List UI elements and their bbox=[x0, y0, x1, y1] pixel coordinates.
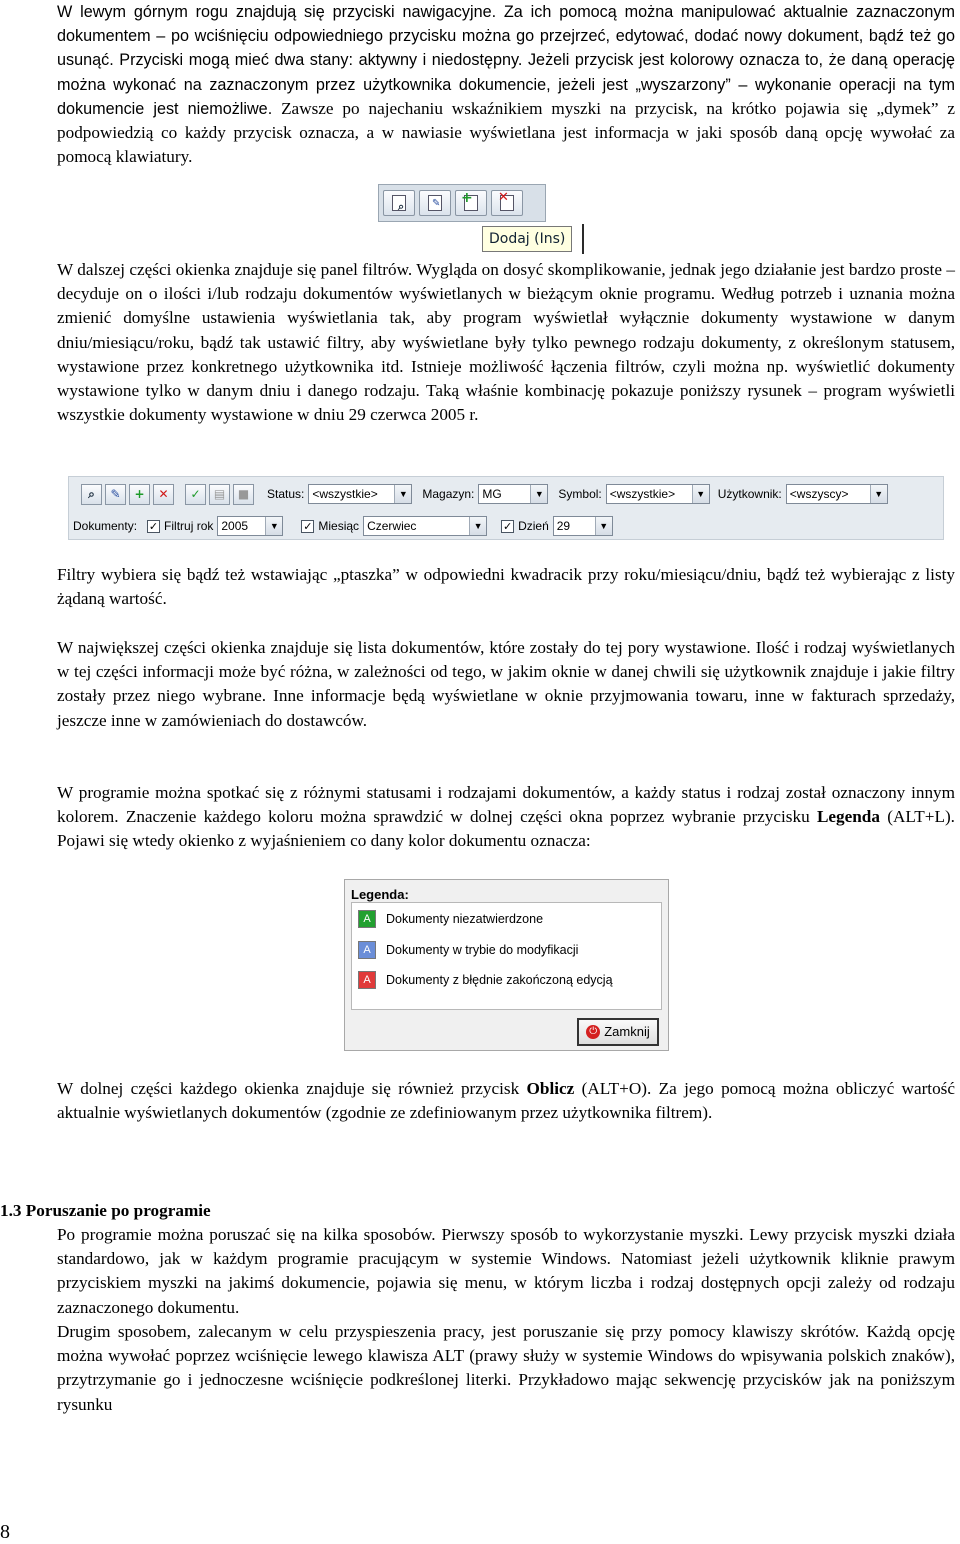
chevron-down-icon: ▼ bbox=[530, 485, 547, 503]
chevron-down-icon: ▼ bbox=[692, 485, 709, 503]
miesiac-checkbox[interactable]: ✓ bbox=[303, 519, 313, 533]
edit-icon: ✎ bbox=[428, 195, 442, 211]
legend-item-label: Dokumenty z błędnie zakończoną edycją bbox=[386, 972, 613, 987]
view-button[interactable] bbox=[383, 190, 415, 216]
power-icon: ⏻ bbox=[586, 1025, 600, 1039]
add-icon: + bbox=[464, 195, 478, 211]
edit-button[interactable] bbox=[419, 190, 451, 216]
delete-icon[interactable]: ✕ bbox=[153, 484, 174, 505]
delete-button[interactable] bbox=[491, 190, 523, 216]
filters-paragraph: W dalszej części okienka znajduje się panel filtrów. Wygląda on dosyć skomplikowanie, jednak jego działanie jest bardzo proste – decyduje on o ilości i/lub rodzaju dokumentów wyświetlanych w bieżącym oknie programu. Według potrzeb i uznania można zmienić domyślne ustawienia wyświetlania tak, aby program wyświetlał wyłącznie dokumenty wystawione w danym dniu/miesiącu/roku, bądź tak ustawić filtry, aby wyświetlane były tylko pewnego rodzaju dokumenty, z określonym statusem, wystawione przez konkretnego użytkownika itd. Istnieje możliwość łączenia filtrów, czyli można np. wyświetlić dokumenty wystawione tylko w danym dniu i danego rodzaju. Taką właśnie kombinację pokazuje poniższy rysunek – program wyświetli wszystkie dokumenty wystawione w dniu 29 czerwca 2005 r. bbox=[57, 260, 955, 425]
intro-text: W lewym górnym rogu znajdują się przyciski nawigacyjne. Za ich pomocą można manipulować aktualnie zaznaczonym dokumentem – po wciśnięciu odpowiedniego przycisku można go przejrzeć, edytować, dodać nowy dokument, bądź też go usunąć. Przyciski mogą mieć dwa stany: aktywny i niedostępny. Jeżeli przycisk jest kolorowy oznacza to, że daną operację można wykonać na zaznaczonym przez użytkownika dokumencie, jeżeli jest „wyszarzony” – wykonanie operacji na tym dokumencie jest niemożliwe. bbox=[57, 3, 955, 118]
legend-paragraph bbox=[57, 781, 955, 854]
legend-text-start: W programie można spotkać się z różnymi statusami i rodzajami dokumentów, a każdy status i rodzaj został oznaczony innym kolorem. Znaczenie każdego koloru można sprawdzić w dolnej części okna poprzez wybranie przycisku bbox=[57, 783, 955, 827]
status-value: <wszystkie> bbox=[312, 486, 378, 501]
section-heading: 1.3 Poruszanie po programie bbox=[0, 1201, 211, 1220]
dzien-select[interactable] bbox=[553, 516, 613, 536]
calculate-text-start: W dolnej części każdego okienka znajduje się również przycisk bbox=[57, 1079, 527, 1098]
intro-paragraph bbox=[57, 0, 955, 169]
magazyn-select[interactable] bbox=[478, 484, 548, 504]
add-button[interactable] bbox=[455, 190, 487, 216]
chevron-down-icon: ▼ bbox=[870, 485, 887, 503]
dzien-label: Dzień bbox=[518, 518, 549, 533]
navigation-mouse-paragraph: Po programie można poruszać się na kilka sposobów. Pierwszy sposób to wykorzystanie myszki. Lewy przycisk myszki działa standardowo, jak w każdym programie pracującym w systemie Windows. Natomiast jeżeli użytkownik kliknie prawym przyciskiem myszki na jakimś dokumencie, pojawia się menu, w którym liczba i rodzaj dostępnych opcji zależy od rodzaju zaznaczonego dokumentu. bbox=[57, 1225, 955, 1317]
chevron-down-icon: ▼ bbox=[595, 517, 612, 535]
filters-usage-paragraph: Filtry wybiera się bądź też wstawiając „ptaszka” w odpowiedni kwadracik przy roku/miesiącu/dniu, bądź też wybierając z listy żądaną wartość. bbox=[57, 565, 955, 609]
legend-keyword: Legenda bbox=[816, 807, 880, 827]
delete-icon: ✕ bbox=[500, 195, 514, 211]
chevron-down-icon: ▼ bbox=[265, 517, 282, 535]
legend-dialog bbox=[344, 879, 669, 1051]
miesiac-value: Czerwiec bbox=[367, 518, 417, 533]
magazyn-value: MG bbox=[482, 486, 502, 501]
calculate-text-end: (ALT+O). Za jego pomocą można obliczyć wartość aktualnie wyświetlanych dokumentów (zgodnie ze zdefiniowanym przez użytkownika filtrem). bbox=[57, 1079, 955, 1123]
cursor-marker bbox=[582, 224, 584, 254]
legend-item bbox=[358, 939, 578, 961]
filter-panel bbox=[68, 476, 944, 540]
legend-list bbox=[351, 902, 662, 1010]
nav-buttons-figure bbox=[378, 184, 588, 256]
symbol-value: <wszystkie> bbox=[609, 486, 676, 501]
add-icon[interactable]: + bbox=[129, 484, 150, 505]
status-label: Status: bbox=[267, 486, 305, 501]
rok-checkbox[interactable]: ✓ bbox=[148, 519, 159, 533]
legend-item-label: Dokumenty niezatwierdzone bbox=[386, 911, 544, 926]
legend-swatch: A bbox=[358, 941, 376, 959]
print-icon[interactable]: ▤ bbox=[209, 484, 230, 505]
dzien-checkbox[interactable]: ✓ bbox=[502, 519, 513, 533]
dokumenty-label: Dokumenty: bbox=[73, 518, 138, 533]
page-number: 8 bbox=[0, 1521, 10, 1543]
miesiac-select[interactable] bbox=[363, 516, 487, 536]
navigation-keyboard-paragraph: Drugim sposobem, zalecanym w celu przyspieszenia pracy, jest poruszanie się przy pomocy klawiszy skrótów. Każdą opcję można wywołać poprzez wciśnięcie lewego klawisza ALT (prawy służy w systemie Windows do wpisywania polskich znaków), przytrzymanie go i jednoczesne wciśnięcie podkreślonej literki. Przykładowo mając sekwencję przycisków jak na poniższym rysunku bbox=[57, 1322, 955, 1414]
status-select[interactable] bbox=[308, 484, 412, 504]
close-label: Zamknij bbox=[604, 1023, 650, 1039]
tooltip-text: Zawsze po najechaniu wskaźnikiem myszki na przycisk, na krótko pojawia się „dymek” z podpowiedzią co każdy przycisk oznacza, a w nawiasie wyświetlana jest informacja w jaki sposób daną opcję wywołać za pomocą klawiatury. bbox=[57, 98, 955, 167]
close-button[interactable] bbox=[577, 1018, 659, 1046]
chevron-down-icon: ▼ bbox=[394, 485, 411, 503]
rok-select[interactable] bbox=[217, 516, 283, 536]
rok-value: 2005 bbox=[221, 518, 249, 533]
stop-icon[interactable]: ■ bbox=[233, 484, 254, 505]
document-list-paragraph: W największej części okienka znajduje się lista dokumentów, które zostały do tej pory wystawione. Ilość i rodzaj wyświetlanych w tej części informacji może być różna, w zależności od tego, w jakim oknie w danej chwili się użytkownik znajduje i jakie filtry zostały przez niego wybrane. Inne informacje będą wyświetlane w oknie przyjmowania towaru, inne w fakturach sprzedaży, jeszcze inne w zamówieniach do dostawców. bbox=[57, 638, 955, 730]
dzien-value: 29 bbox=[556, 518, 571, 533]
approve-icon[interactable]: ✓ bbox=[185, 484, 206, 505]
filter-row-bottom bbox=[73, 513, 613, 539]
legend-item bbox=[358, 969, 613, 991]
view-icon: ⌕ bbox=[392, 195, 406, 211]
legend-swatch: A bbox=[358, 910, 376, 928]
magazyn-label: Magazyn: bbox=[422, 486, 475, 501]
legend-item-label: Dokumenty w trybie do modyfikacji bbox=[386, 942, 579, 957]
uzytkownik-label: Użytkownik: bbox=[717, 486, 782, 501]
legend-item bbox=[358, 908, 543, 930]
uzytkownik-value: <wszyscy> bbox=[789, 486, 849, 501]
legend-swatch: A bbox=[358, 971, 376, 989]
edit-icon[interactable]: ✎ bbox=[105, 484, 126, 505]
chevron-down-icon: ▼ bbox=[469, 517, 486, 535]
miesiac-label: Miesiąc bbox=[318, 518, 360, 533]
symbol-label: Symbol: bbox=[558, 486, 602, 501]
symbol-select[interactable] bbox=[606, 484, 710, 504]
calculate-paragraph bbox=[57, 1077, 955, 1125]
legend-text-end: (ALT+L). Pojawi się wtedy okienko z wyjaśnieniem co dany kolor dokumentu oznacza: bbox=[57, 807, 955, 851]
view-icon[interactable]: ⌕ bbox=[81, 484, 102, 505]
uzytkownik-select[interactable] bbox=[786, 484, 888, 504]
nav-toolbar bbox=[378, 184, 546, 222]
filter-row-top bbox=[81, 481, 888, 507]
calculate-keyword: Oblicz bbox=[526, 1079, 575, 1098]
tooltip-add: Dodaj (Ins) bbox=[482, 226, 572, 252]
legend-title: Legenda: bbox=[351, 887, 409, 902]
rok-label: Filtruj rok bbox=[164, 518, 214, 533]
